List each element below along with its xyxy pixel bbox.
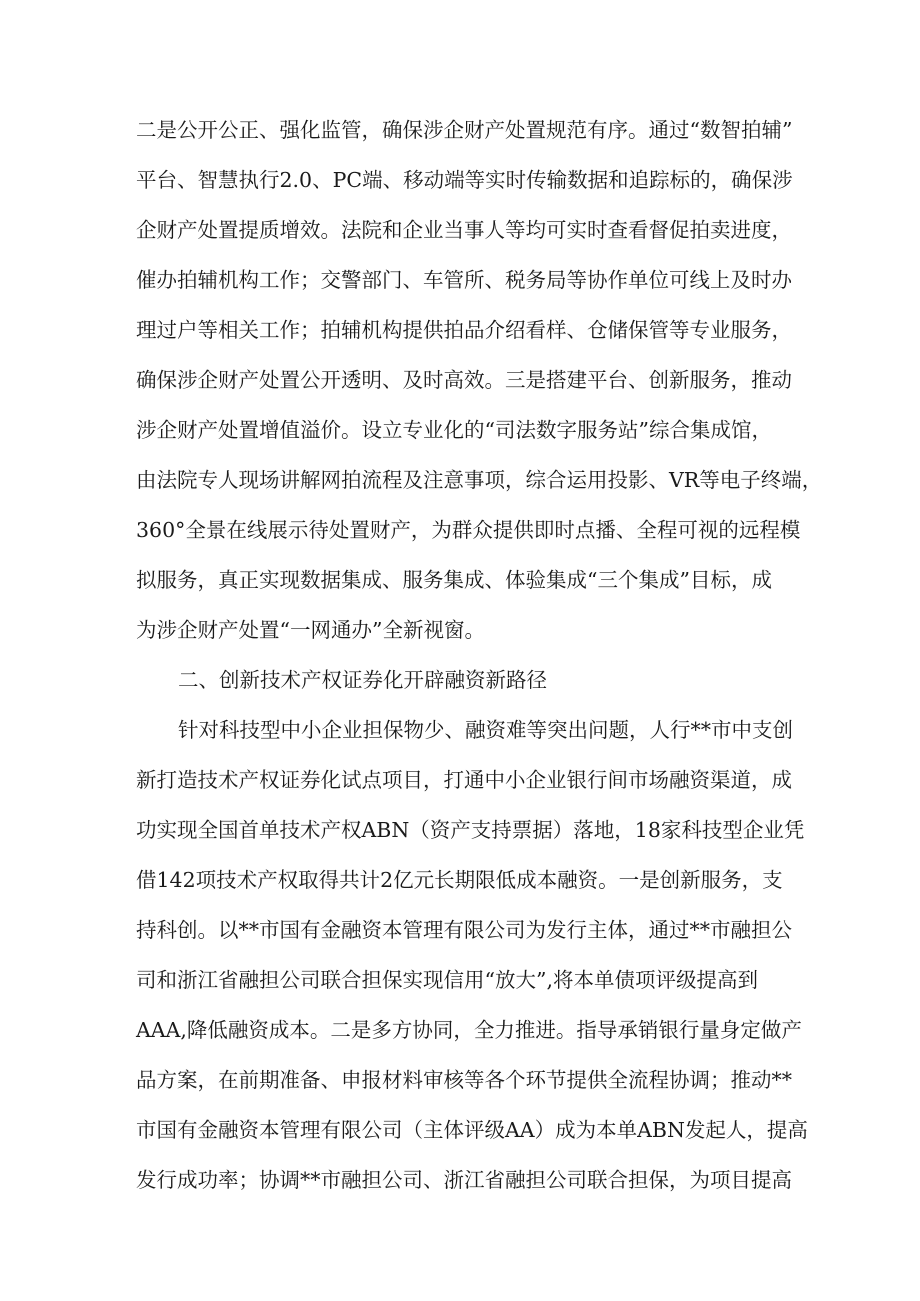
paragraph2-line-9: 市国有金融资本管理有限公司（主体评级AA）成为本单ABN发起人，提高 [136, 1118, 808, 1142]
paragraph2-line-3: 功实现全国首单技术产权ABN（资产支持票据）落地，18家科技型企业凭 [136, 818, 805, 842]
paragraph1-line-9: 360°全景在线展示待处置财产，为群众提供即时点播、全程可视的远程模 [136, 518, 801, 542]
paragraph1-line-7: 涉企财产处置增值溢价。设立专业化的“司法数字服务站”综合集成馆， [136, 418, 772, 442]
paragraph2-line-7: AAA,降低融资成本。二是多方协同，全力推进。指导承销银行量身定做产 [136, 1018, 802, 1042]
paragraph1-line-5: 理过户等相关工作；拍辅机构提供拍品介绍看样、仓储保管等专业服务， [136, 318, 792, 342]
paragraph1-line-8: 由法院专人现场讲解网拍流程及注意事项，综合运用投影、VR等电子终端， [136, 468, 823, 492]
paragraph1-line-1: 二是公开公正、强化监管，确保涉企财产处置规范有序。通过“数智拍辅” [136, 118, 793, 142]
paragraph1-line-4: 催办拍辅机构工作；交警部门、车管所、税务局等协作单位可线上及时办 [136, 268, 792, 292]
paragraph1-line-2: 平台、智慧执行2.0、PC端、移动端等实时传输数据和追踪标的，确保涉 [136, 168, 793, 192]
paragraph2-line-2: 新打造技术产权证券化试点项目，打通中小企业银行间市场融资渠道，成 [136, 768, 792, 792]
paragraph2-line-5: 持科创。以**市国有金融资本管理有限公司为发行主体，通过**市融担公 [136, 918, 792, 942]
paragraph2-line-4: 借142项技术产权取得共计2亿元长期限低成本融资。一是创新服务，支 [136, 868, 783, 892]
paragraph2-line-10: 发行成功率；协调**市融担公司、浙江省融担公司联合担保，为项目提高 [136, 1168, 792, 1192]
section-heading: 二、创新技术产权证券化开辟融资新路径 [178, 668, 547, 692]
paragraph1-line-11: 为涉企财产处置“一网通办”全新视窗。 [136, 618, 485, 642]
paragraph2-line-1: 针对科技型中小企业担保物少、融资难等突出问题，人行**市中支创 [178, 718, 793, 742]
paragraph2-line-8: 品方案，在前期准备、申报材料审核等各个环节提供全流程协调；推动** [136, 1068, 792, 1092]
paragraph1-line-10: 拟服务，真正实现数据集成、服务集成、体验集成“三个集成”目标，成 [136, 568, 772, 592]
paragraph2-line-6: 司和浙江省融担公司联合担保实现信用“放大”,将本单债项评级提高到 [136, 968, 758, 992]
paragraph1-line-3: 企财产处置提质增效。法院和企业当事人等均可实时查看督促拍卖进度， [136, 218, 792, 242]
paragraph1-line-6: 确保涉企财产处置公开透明、及时高效。三是搭建平台、创新服务，推动 [136, 368, 792, 392]
